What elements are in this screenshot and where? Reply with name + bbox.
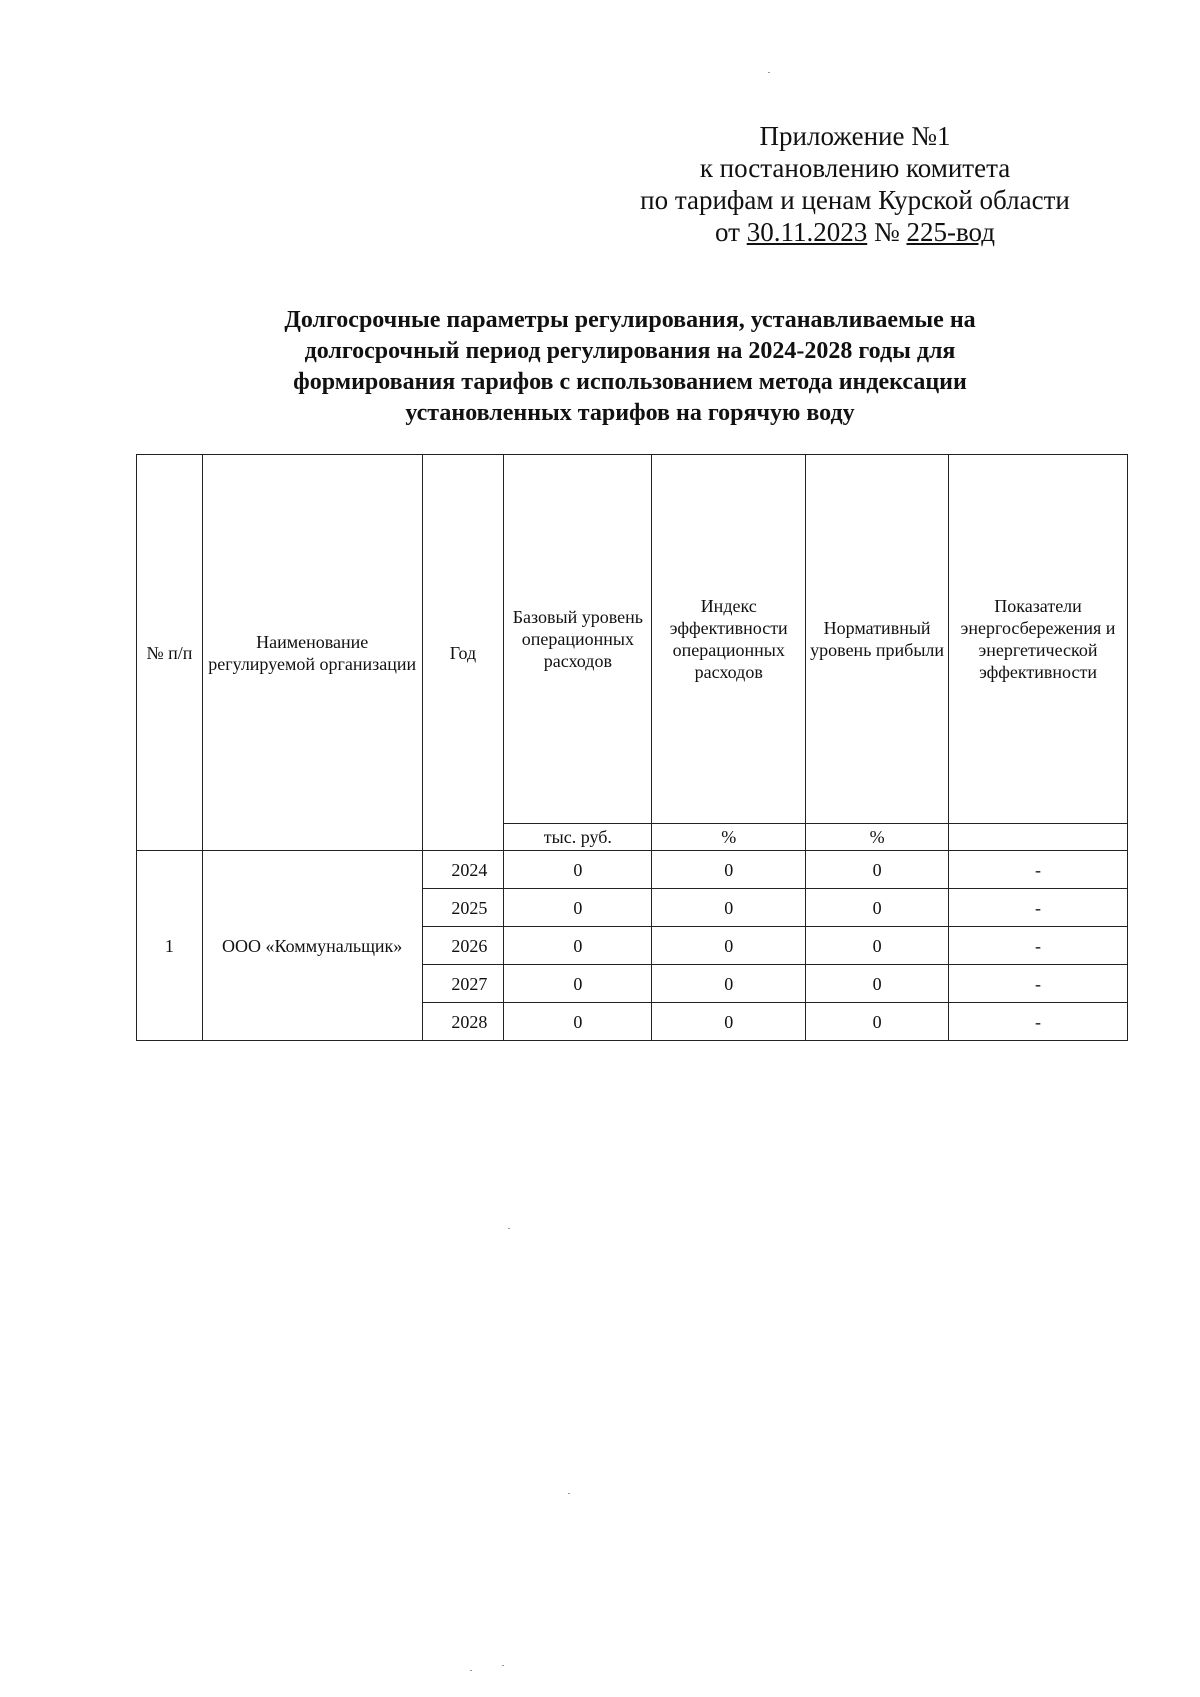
energy-cell: -	[949, 889, 1128, 927]
base-cell: 0	[504, 889, 652, 927]
profit-cell: 0	[806, 927, 949, 965]
index-cell: 0	[652, 851, 806, 889]
table-header-row	[137, 455, 1128, 824]
scan-speck	[568, 1493, 570, 1494]
unit-base: тыс. руб.	[504, 824, 652, 851]
scan-speck	[768, 72, 770, 73]
base-cell: 0	[504, 927, 652, 965]
base-cell: 0	[504, 1003, 652, 1041]
profit-cell: 0	[806, 889, 949, 927]
table-row	[137, 851, 1128, 889]
resolution-number: 225-вод	[906, 217, 995, 247]
header-org: Наименование регулируемой организации	[202, 455, 422, 851]
header-year: Год	[422, 455, 504, 851]
appendix-title: Приложение №1	[759, 121, 951, 151]
scan-speck	[470, 1670, 472, 1671]
profit-cell: 0	[806, 851, 949, 889]
org-name-cell: ООО «Коммунальщик»	[202, 851, 422, 1041]
parameters-table	[136, 454, 1128, 1041]
year-cell: 2024	[422, 851, 504, 889]
appendix-line-resolution: к постановлению комитета	[699, 153, 1011, 183]
energy-cell: -	[949, 965, 1128, 1003]
unit-energy	[949, 824, 1128, 851]
profit-cell: 0	[806, 965, 949, 1003]
header-index: Индекс эффективности операционных расходов	[652, 455, 806, 824]
header-energy: Показатели энергосбережения и энергетической эффективности	[949, 455, 1128, 824]
year-cell: 2028	[422, 1003, 504, 1041]
index-cell: 0	[652, 965, 806, 1003]
base-cell: 0	[504, 851, 652, 889]
year-cell: 2026	[422, 927, 504, 965]
date-prefix: от	[715, 217, 740, 247]
profit-cell: 0	[806, 1003, 949, 1041]
energy-cell: -	[949, 851, 1128, 889]
energy-cell: -	[949, 1003, 1128, 1041]
appendix-block	[620, 120, 1090, 248]
index-cell: 0	[652, 1003, 806, 1041]
header-num: № п/п	[137, 455, 203, 851]
resolution-date: 30.11.2023	[746, 217, 868, 247]
year-cell: 2027	[422, 965, 504, 1003]
year-cell: 2025	[422, 889, 504, 927]
appendix-date-line	[620, 216, 1090, 248]
index-cell: 0	[652, 889, 806, 927]
header-base: Базовый уровень операционных расходов	[504, 455, 652, 824]
document-title: Долгосрочные параметры регулирования, устанавливаемые на долгосрочный период регулирования на 2024-2028 годы для формирования тарифов с использованием метода индексации установленных тарифов на горячую воду	[284, 307, 976, 426]
number-prefix: №	[873, 217, 900, 247]
appendix-line-committee: по тарифам и ценам Курской области	[640, 185, 1070, 215]
index-cell: 0	[652, 927, 806, 965]
base-cell: 0	[504, 965, 652, 1003]
scan-speck	[508, 1228, 510, 1229]
energy-cell: -	[949, 927, 1128, 965]
header-profit: Нормативный уровень прибыли	[806, 455, 949, 824]
unit-index: %	[652, 824, 806, 851]
org-num-cell: 1	[137, 851, 203, 1041]
unit-profit: %	[806, 824, 949, 851]
scan-speck	[502, 1665, 504, 1666]
